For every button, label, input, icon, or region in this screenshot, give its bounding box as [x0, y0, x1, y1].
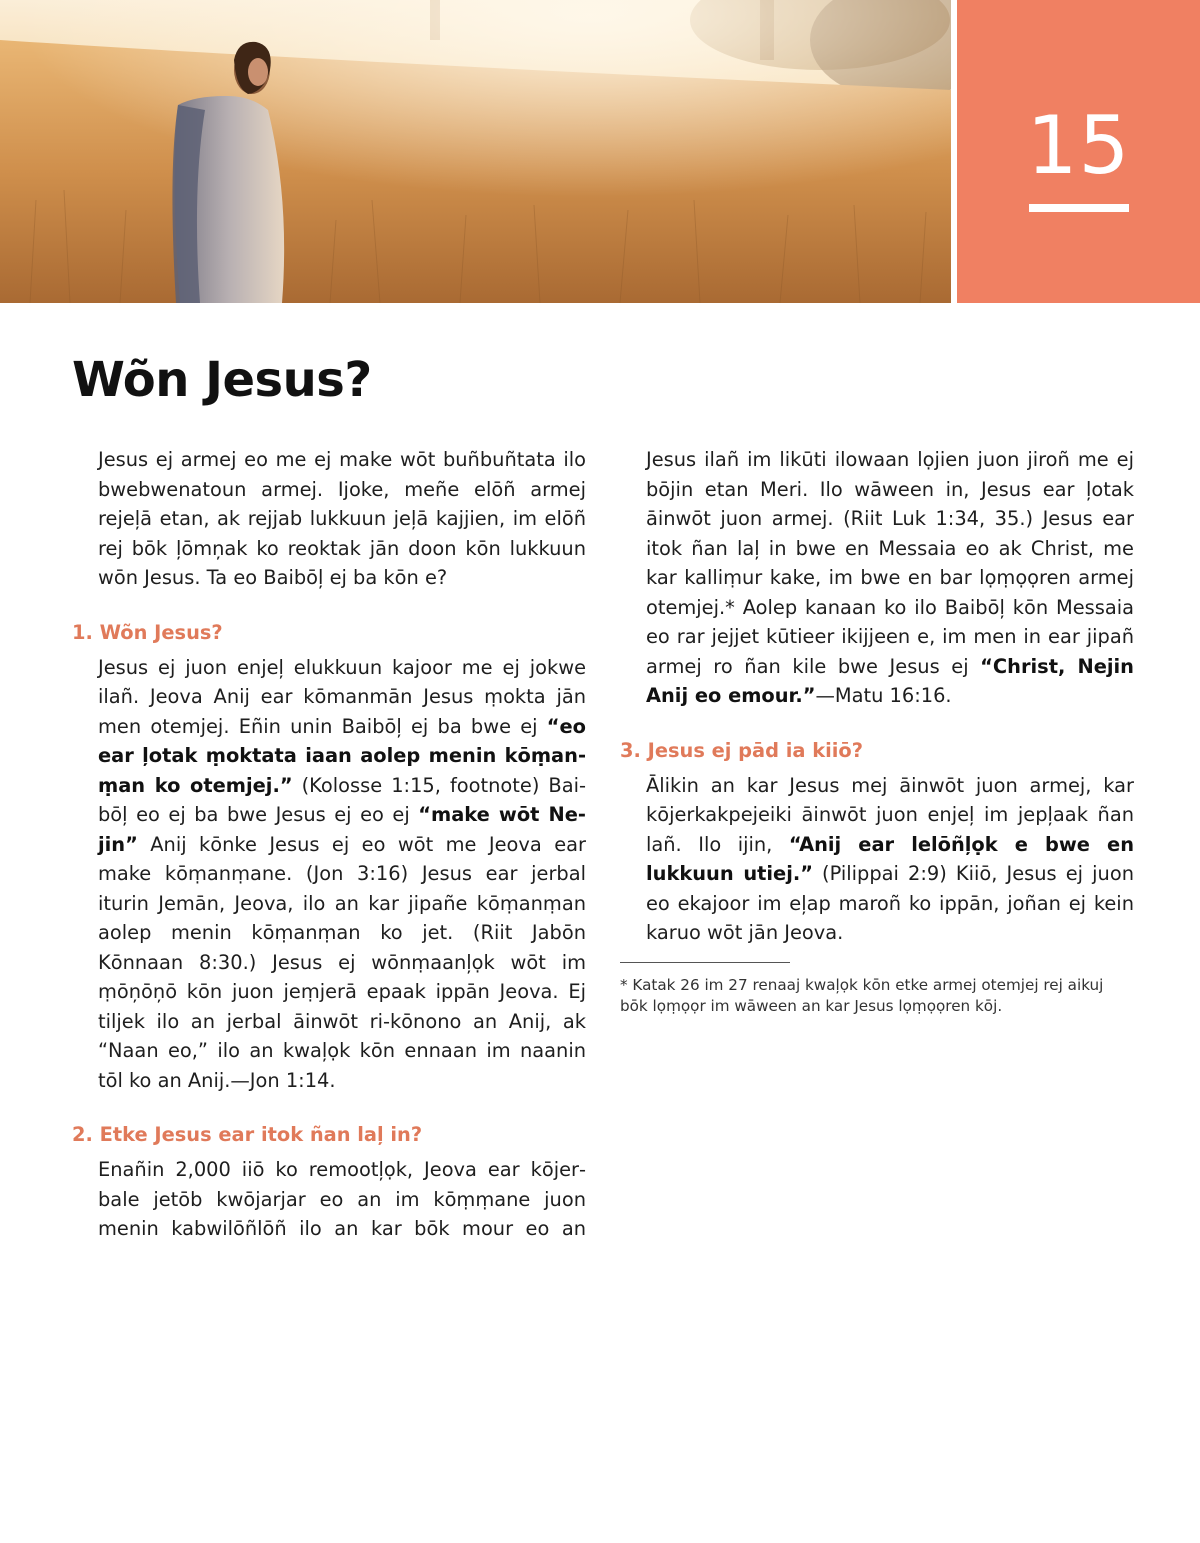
- section-1-text: (Kolosse 1:15, footnote) Baibōļ eo ej ba bwe Jesus ej eo ej: [98, 773, 586, 826]
- section-1-bold-quote: “make wōt Nejin”: [98, 803, 586, 856]
- section-2-heading: 2. Etke Jesus ear itok ñan laļ in?: [72, 1123, 423, 1146]
- chapter-box: [957, 0, 1200, 303]
- footnote-divider: [620, 962, 790, 963]
- section-1-text: Anij kōnke Jesus ej eo wōt me Jeova ear make kōṃanṃane. (Jon 3:16) Jesus ear jerbal iturin Jemān, Jeova, ilo an kar jipañe kōṃanṃan aolep menin kōṃanṃan ko jet. (Riit Jabōn Kōnnaan 8:30.) Jesus ej wōnṃaanļọk wōt im ṃōņōņō kōn juon jeṃjerā epaak ippān Jeova. Ej tiljek ilo an jerbal āinwōt ri-kōnono an Anij, ak “Naan eo,” ilo an kwaļọk kōn ennaan im naanin tōl ko an Anij.—Jon 1:14.: [98, 832, 586, 1092]
- field-illustration: [0, 0, 951, 303]
- intro-paragraph: Jesus ej armej eo me ej make wōt buñbuñtata ilo bwebwenatoun armej. Ijoke, meñe elōñ armej rejeļā etan, ak rejjab lukkuun jeļā kajjien, im elōñ rej bōk ļōmņak ko reoktak jān doon kōn lukkuun wōn Jesus. Ta eo Baibōļ ej ba kōn e?: [98, 448, 586, 589]
- section-2-paragraph: [72, 1155, 586, 1244]
- footnote: * Katak 26 im 27 renaaj kwaļọk kōn etke armej otemjej rej aikuj bōk lọṃọọr im wāween an kar Jesus lọṃọọren kōj.: [620, 975, 1104, 1015]
- section-1-heading: 1. Wõn Jesus?: [72, 620, 223, 644]
- section-1-text: Jesus ej juon enjeļ elukkuun kajoor me ej jokwe ilañ. Jeova Anij ear kōmanmān Jesus ṃokta jān men otemjej. Eñin unin Baibōļ ej ba bwe ej: [98, 655, 586, 738]
- chapter-underline: [1029, 204, 1129, 212]
- page-title: Wõn Jesus?: [72, 352, 372, 408]
- section-3-paragraph: [620, 771, 1134, 948]
- section-2-paragraph-continued: [620, 445, 1134, 711]
- section-1-paragraph: [72, 653, 586, 1096]
- section-1-bold-quote: “eo ear ļotak ṃoktata iaan aolep menin kōṃanṃan ko otemjej.”: [98, 714, 586, 797]
- left-column: [72, 445, 586, 1258]
- section-3-heading: 3. Jesus ej pād ia kiiō?: [620, 738, 863, 762]
- hero-image: [0, 0, 951, 303]
- section-2-text-part-a: Enañin 2,000 iiō ko remootļọk, Jeova ear kōjerbale jetōb kwōjarjar eo an im kōṃṃane juon menin kabwilōñlōñ ilo an kar bōk mour eo an: [98, 1158, 586, 1240]
- section-2-text: —Matu 16:16.: [815, 684, 952, 707]
- section-3-text: (Pilippai 2:9) Kiiō, Jesus ej juon eo ekajoor im eļap maroñ ko ippān, joñan ej kein karuo wōt jān Jeova.: [646, 862, 1134, 944]
- section-3-text: Ālikin an kar Jesus mej āinwōt juon armej, kar kōjerkakpejeiki āinwōt juon enjeļ im jepļaak ñan lañ. Ilo ijin,: [646, 773, 1134, 856]
- right-column: [620, 445, 1134, 1017]
- chapter-number: 15: [1026, 99, 1131, 192]
- section-3-bold-quote: “Anij ear lelōñļọk e bwe en lukkuun utiej.”: [646, 832, 1134, 885]
- section-2-text-part-b: Jesus ilañ im likūti ilowaan lọjien juon jiroñ me ej bōjin etan Meri. Ilo wāween in, Jesus ear ļotak āinwōt juon armej. (Riit Luk 1:34, 35.) Jesus ear itok ñan laļ in bwe en Messaia eo ak Christ, me kar kalliṃur kake, im bwe en bar lọṃọọren armej otemjej.* Aolep kanaan ko ilo Baibōļ kōn Messaia eo rar jejjet kūtieer ikijjeen e, im men in ear jipañ armej ro ñan kile bwe Jesus ej: [646, 448, 1134, 678]
- section-2-bold-quote: “Christ, Nejin Anij eo emour.”: [646, 654, 1134, 707]
